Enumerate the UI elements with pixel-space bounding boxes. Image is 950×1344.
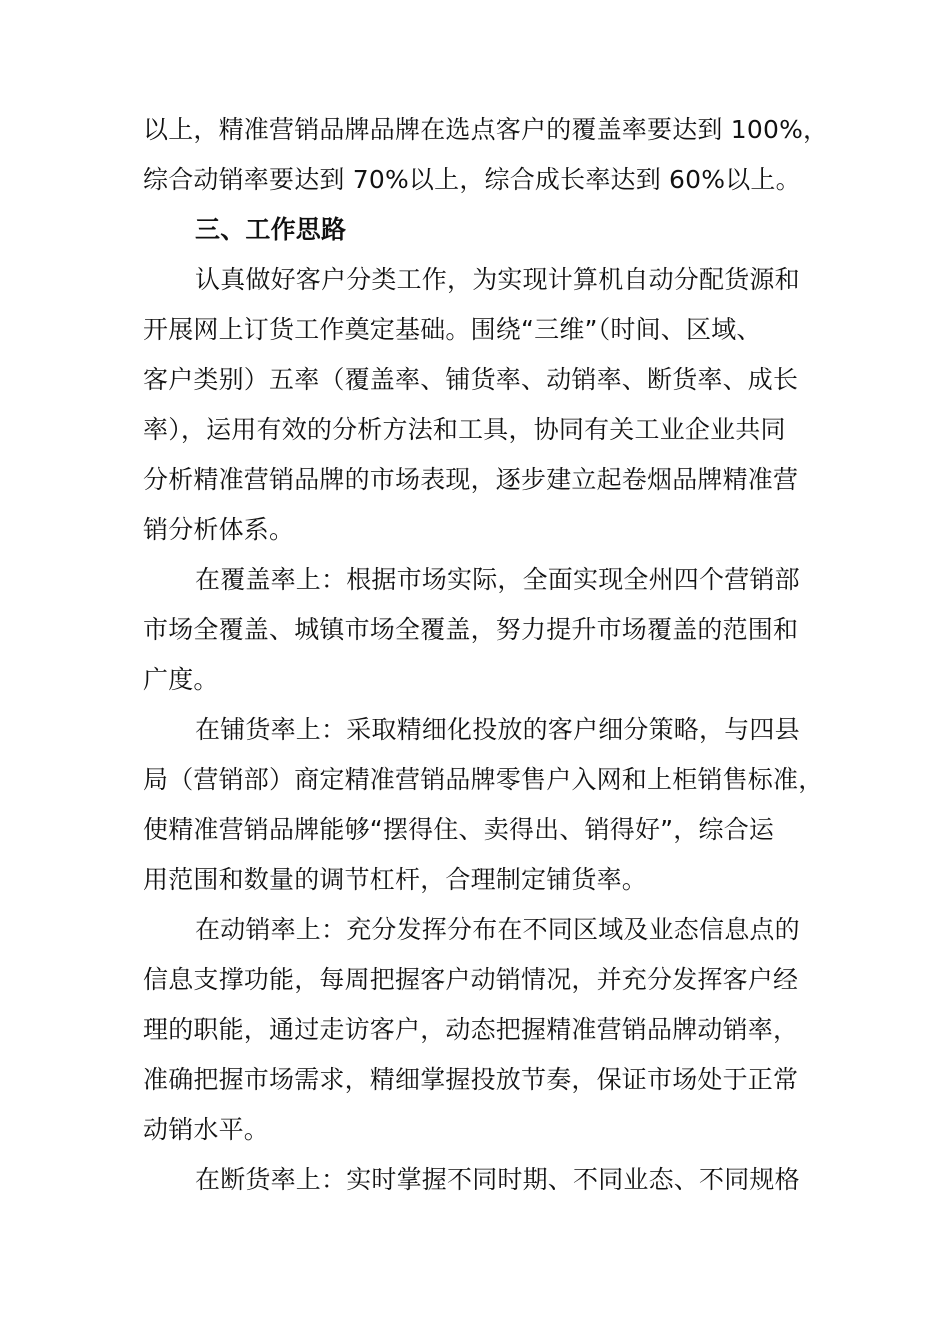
text-line: 开展网上订货工作奠定基础。围绕“三维”（时间、区域、 xyxy=(143,315,762,344)
text-line: 使精准营销品牌能够“摆得住、卖得出、销得好”，综合运 xyxy=(143,815,775,844)
text-line: 客户类别）五率（覆盖率、铺货率、动销率、断货率、成长 xyxy=(143,365,799,394)
text-line: 广度。 xyxy=(143,665,219,694)
text-line: 信息支撑功能，每周把握客户动销情况，并充分发挥客户经 xyxy=(143,965,799,994)
section-heading: 三、工作思路 xyxy=(195,215,347,244)
text-line: 以上，精准营销品牌品牌在选点客户的覆盖率要达到 100%， xyxy=(143,115,829,144)
paragraph-line: 在断货率上：实时掌握不同时期、不同业态、不同规格 xyxy=(195,1165,800,1194)
text-line: 率），运用有效的分析方法和工具，协同有关工业企业共同 xyxy=(143,415,786,444)
text-line: 市场全覆盖、城镇市场全覆盖，努力提升市场覆盖的范围和 xyxy=(143,615,799,644)
paragraph-line: 认真做好客户分类工作，为实现计算机自动分配货源和 xyxy=(195,265,800,294)
text-line: 销分析体系。 xyxy=(143,515,295,544)
text-line: 局（营销部）商定精准营销品牌零售户入网和上柜销售标准， xyxy=(143,765,824,794)
paragraph-line: 在覆盖率上：根据市场实际，全面实现全州四个营销部 xyxy=(195,565,800,594)
document-body xyxy=(143,105,829,1205)
paragraph-line: 在铺货率上：采取精细化投放的客户细分策略，与四县 xyxy=(195,715,800,744)
text-line: 准确把握市场需求，精细掌握投放节奏，保证市场处于正常 xyxy=(143,1065,799,1094)
text-line: 动销水平。 xyxy=(143,1115,270,1144)
paragraph-line: 在动销率上：充分发挥分布在不同区域及业态信息点的 xyxy=(195,915,800,944)
text-line: 用范围和数量的调节杠杆，合理制定铺货率。 xyxy=(143,865,648,894)
text-line: 综合动销率要达到 70%以上，综合成长率达到 60%以上。 xyxy=(143,165,801,194)
text-line: 理的职能，通过走访客户，动态把握精准营销品牌动销率， xyxy=(143,1015,799,1044)
text-line: 分析精准营销品牌的市场表现，逐步建立起卷烟品牌精准营 xyxy=(143,465,799,494)
